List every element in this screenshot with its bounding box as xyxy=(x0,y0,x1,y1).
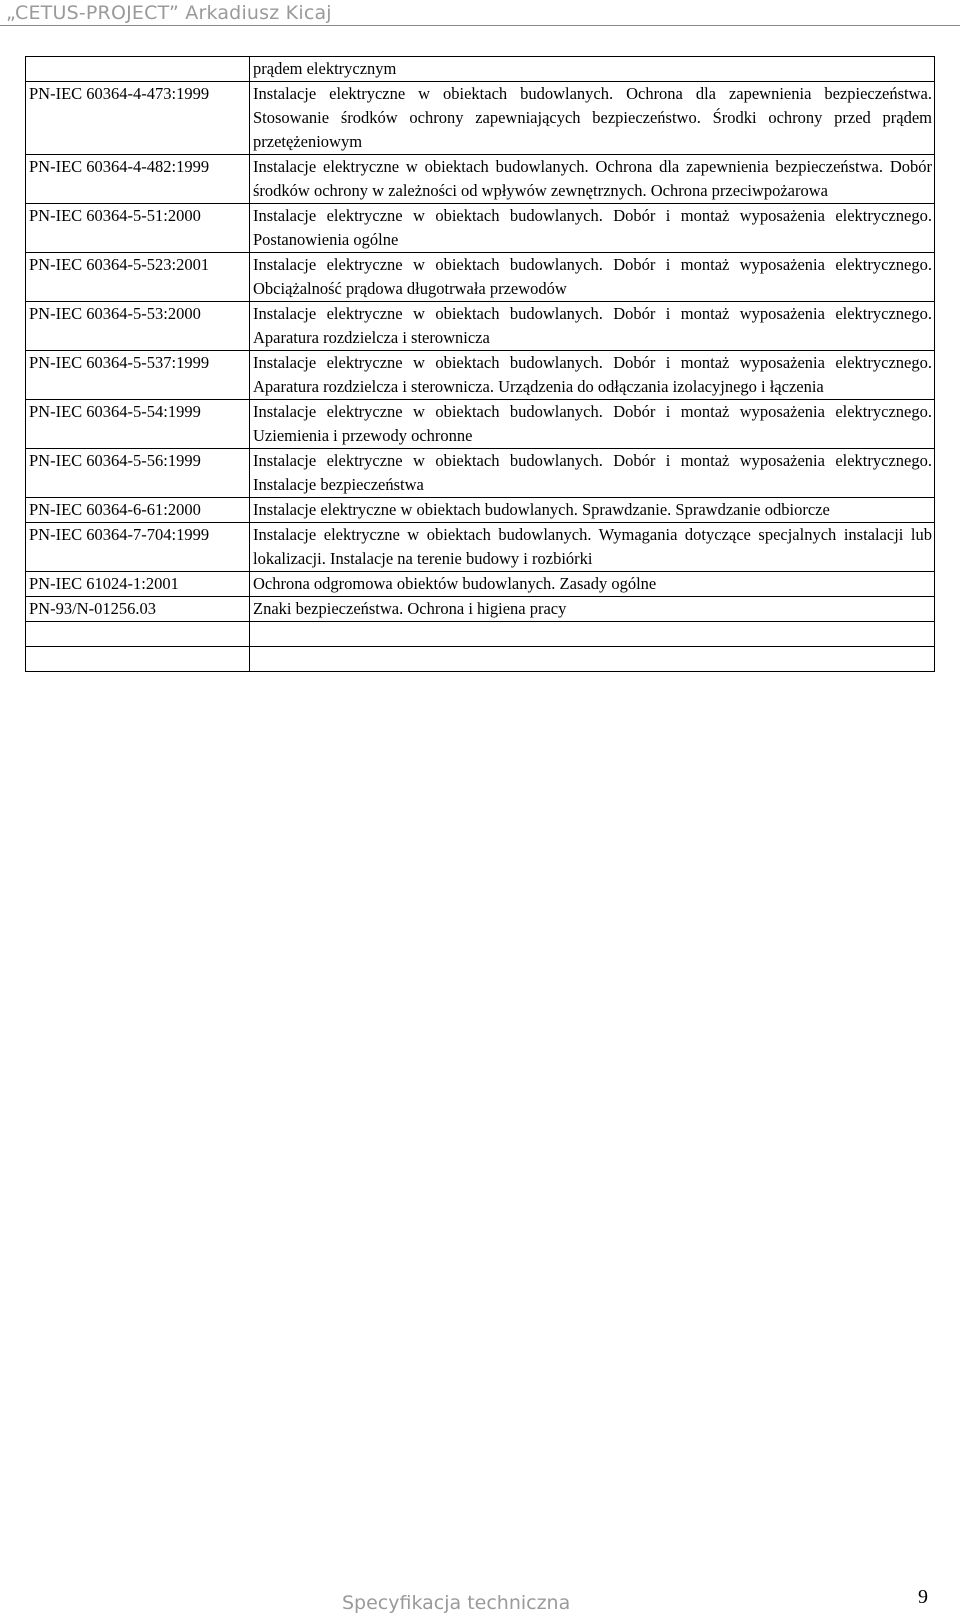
footer-title: Specyfikacja techniczna xyxy=(342,1592,571,1614)
standard-code: PN-IEC 60364-4-482:1999 xyxy=(26,155,250,204)
standard-code: PN-93/N-01256.03 xyxy=(26,597,250,622)
standard-description: Znaki bezpieczeństwa. Ochrona i higiena pracy xyxy=(250,597,935,622)
table-row xyxy=(26,351,935,400)
table-row xyxy=(26,302,935,351)
table-row-empty xyxy=(26,622,935,647)
standard-description: Instalacje elektryczne w obiektach budowlanych. Dobór i montaż wyposażenia elektrycznego. Uziemienia i przewody ochronne xyxy=(250,400,935,449)
table-row xyxy=(26,57,935,82)
standard-description: Instalacje elektryczne w obiektach budowlanych. Dobór i montaż wyposażenia elektrycznego. Postanowienia ogólne xyxy=(250,204,935,253)
standard-description xyxy=(250,647,935,672)
table-row xyxy=(26,253,935,302)
standard-code xyxy=(26,57,250,82)
standard-code: PN-IEC 60364-6-61:2000 xyxy=(26,498,250,523)
standard-description: Instalacje elektryczne w obiektach budowlanych. Dobór i montaż wyposażenia elektrycznego. Aparatura rozdzielcza i sterownicza. Urządzenia do odłączania izolacyjnego i łączenia xyxy=(250,351,935,400)
standard-code xyxy=(26,622,250,647)
table-row-empty xyxy=(26,647,935,672)
table-row xyxy=(26,498,935,523)
standard-description: Instalacje elektryczne w obiektach budowlanych. Dobór i montaż wyposażenia elektrycznego. Instalacje bezpieczeństwa xyxy=(250,449,935,498)
standard-description xyxy=(250,622,935,647)
table-row xyxy=(26,204,935,253)
standard-code: PN-IEC 60364-5-56:1999 xyxy=(26,449,250,498)
table-row xyxy=(26,82,935,155)
standard-code: PN-IEC 61024-1:2001 xyxy=(26,572,250,597)
standard-code: PN-IEC 60364-5-51:2000 xyxy=(26,204,250,253)
standard-code: PN-IEC 60364-5-54:1999 xyxy=(26,400,250,449)
header-title: „CETUS-PROJECT” Arkadiusz Kicaj xyxy=(6,2,332,24)
standard-description: Instalacje elektryczne w obiektach budowlanych. Dobór i montaż wyposażenia elektrycznego. Aparatura rozdzielcza i sterownicza xyxy=(250,302,935,351)
standard-code: PN-IEC 60364-5-523:2001 xyxy=(26,253,250,302)
standard-code: PN-IEC 60364-7-704:1999 xyxy=(26,523,250,572)
table-row xyxy=(26,572,935,597)
standard-description: prądem elektrycznym xyxy=(250,57,935,82)
page-number: 9 xyxy=(918,1586,928,1608)
page-header xyxy=(0,0,960,26)
standard-code xyxy=(26,647,250,672)
table-row xyxy=(26,449,935,498)
standard-description: Instalacje elektryczne w obiektach budowlanych. Dobór i montaż wyposażenia elektrycznego. Obciążalność prądowa długotrwała przewodów xyxy=(250,253,935,302)
table-row xyxy=(26,523,935,572)
table-row xyxy=(26,400,935,449)
standard-code: PN-IEC 60364-5-537:1999 xyxy=(26,351,250,400)
table-row xyxy=(26,597,935,622)
standard-description: Instalacje elektryczne w obiektach budowlanych. Ochrona dla zapewnienia bezpieczeństwa. Dobór środków ochrony w zależności od wpływów zewnętrznych. Ochrona przeciwpożarowa xyxy=(250,155,935,204)
standards-table xyxy=(25,56,935,672)
standard-description: Instalacje elektryczne w obiektach budowlanych. Wymagania dotyczące specjalnych instalacji lub lokalizacji. Instalacje na terenie budowy i rozbiórki xyxy=(250,523,935,572)
standard-code: PN-IEC 60364-5-53:2000 xyxy=(26,302,250,351)
table-row xyxy=(26,155,935,204)
standard-description: Instalacje elektryczne w obiektach budowlanych. Ochrona dla zapewnienia bezpieczeństwa. Stosowanie środków ochrony zapewniających bezpieczeństwo. Środki ochrony przed prądem przetężeniowym xyxy=(250,82,935,155)
standard-code: PN-IEC 60364-4-473:1999 xyxy=(26,82,250,155)
standard-description: Ochrona odgromowa obiektów budowlanych. Zasady ogólne xyxy=(250,572,935,597)
standard-description: Instalacje elektryczne w obiektach budowlanych. Sprawdzanie. Sprawdzanie odbiorcze xyxy=(250,498,935,523)
